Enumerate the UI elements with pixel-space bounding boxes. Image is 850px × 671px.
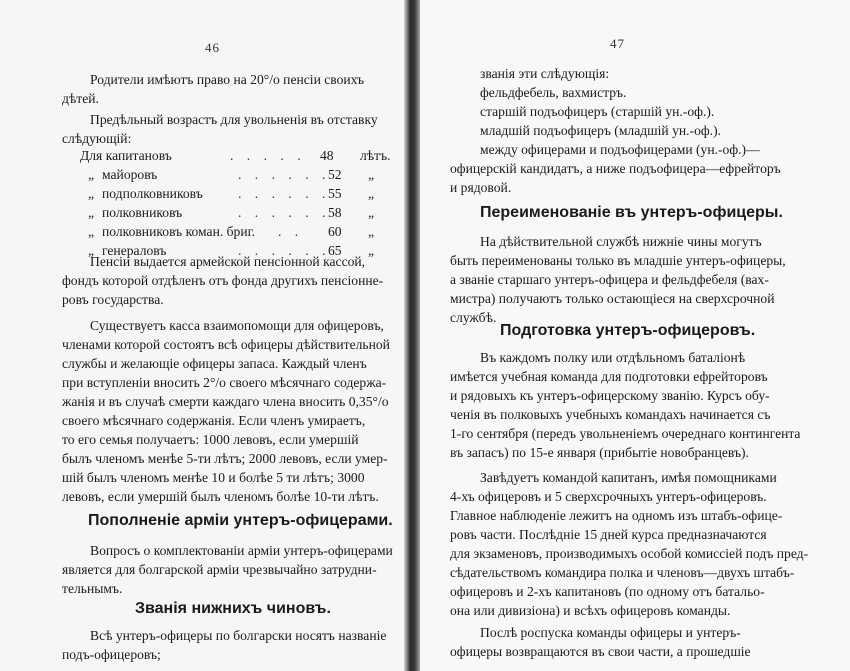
text-line: быть переименованы только въ младшiе унтеръ-офицеры, bbox=[450, 253, 786, 268]
text-line: фельдфебель, вахмистръ. bbox=[480, 85, 627, 100]
text-line: между офицерами и подъофицерами (ун.-оф.)— bbox=[480, 142, 760, 157]
text-line: Завѣдуетъ командой капитанъ, имѣя помощниками bbox=[480, 470, 777, 485]
age-unit: „ bbox=[368, 243, 375, 258]
age-value: 65 bbox=[328, 243, 342, 258]
text-line: и рядовой. bbox=[450, 180, 512, 195]
text-line: офицерскiй кандидатъ, а ниже подъофицера—ефрейторъ bbox=[450, 161, 781, 176]
text-line: левовъ, если умершiй былъ членомъ болѣе 10-ти лѣтъ. bbox=[62, 489, 379, 504]
rank-label: полковниковъ bbox=[102, 205, 183, 220]
text-line: ровъ части. Послѣднiе 15 дней курса предназначаются bbox=[450, 527, 767, 542]
text-line: своего мѣсячнаго содержанiя. Если членъ умираетъ, bbox=[62, 413, 366, 428]
rank-label: полковниковъ коман. бриг. bbox=[102, 224, 256, 239]
text-line: Главное наблюденiе лежитъ на одномъ изъ штабъ-офице- bbox=[450, 508, 783, 523]
age-table-row bbox=[88, 186, 388, 205]
age-table-row bbox=[80, 148, 391, 167]
age-value: 48 bbox=[320, 148, 334, 163]
text-line: въ запасъ) по 15-е января (прибытiе новобранцевъ). bbox=[450, 445, 749, 460]
text-line: Предѣльный возрастъ для увольненiя въ отставку bbox=[90, 112, 378, 127]
age-value: 58 bbox=[328, 205, 342, 220]
text-line: 1-го сентября (передъ увольненiемъ очереднаго контингентa bbox=[450, 426, 801, 441]
text-line: службѣ. bbox=[450, 310, 497, 325]
ditto-mark: „ bbox=[88, 224, 95, 239]
text-line: сѣдательствомъ командира полка и членовъ—двухъ штабъ- bbox=[450, 565, 795, 580]
age-table-row bbox=[88, 205, 388, 224]
section-heading: Званiя нижнихъ чиновъ. bbox=[135, 600, 331, 617]
age-table-row bbox=[88, 224, 388, 243]
text-line: мистра) получаютъ только остающiеся на сверхсрочной bbox=[450, 291, 775, 306]
age-unit: „ bbox=[368, 167, 375, 182]
text-line: фондъ которой отдѣленъ отъ фонда другихъ пенсiонне- bbox=[62, 273, 384, 288]
text-line: ровъ государства. bbox=[62, 292, 164, 307]
text-line: а званiе старшаго унтеръ-офицера и фельдфебеля (вах- bbox=[450, 272, 769, 287]
text-line: то его семья получаетъ: 1000 левовъ, если умершiй bbox=[62, 432, 359, 447]
ditto-mark: „ bbox=[88, 243, 95, 258]
text-line: ченiя въ полковыхъ учебныхъ командахъ начинается съ bbox=[450, 407, 771, 422]
leader-dots: . . . . . bbox=[230, 148, 306, 163]
ditto-mark: „ bbox=[88, 205, 95, 220]
rank-label: Для капитановъ bbox=[80, 148, 172, 163]
leader-dots: . . . . . . bbox=[238, 167, 331, 182]
text-line: Всѣ унтеръ-офицеры по болгарски носятъ названiе bbox=[90, 628, 387, 643]
text-line: жанiя и въ случаѣ смерти каждаго члена вносить 0,35°/о bbox=[62, 394, 389, 409]
text-line: былъ членомъ менѣе 5-ти лѣтъ; 2000 левовъ, если умер- bbox=[62, 451, 388, 466]
leader-dots: . . . . . . bbox=[238, 205, 331, 220]
text-line: Существуетъ касса взаимопомощи для офицеровъ, bbox=[90, 318, 384, 333]
rank-label: майоровъ bbox=[102, 167, 158, 182]
page-number-right: 47 bbox=[610, 36, 625, 51]
text-line: тельнымъ. bbox=[62, 581, 123, 596]
ditto-mark: „ bbox=[88, 167, 95, 182]
text-line: младшiй подъофицеръ (младшiй ун.-оф.). bbox=[480, 123, 721, 138]
text-line: для экзаменовъ, производимыхъ особой комиссiей подъ пред- bbox=[450, 546, 809, 561]
page-number-left: 46 bbox=[205, 40, 220, 55]
leader-dots: . . bbox=[278, 224, 304, 239]
text-line: Послѣ роспуска команды офицеры и унтеръ- bbox=[480, 625, 741, 640]
text-line: 4-хъ офицеровъ и 5 сверхсрочныхъ унтеръ-офицеровъ. bbox=[450, 489, 767, 504]
text-line: и рядовыхъ къ унтеръ-офицерскому званiю. Курсъ обу- bbox=[450, 388, 770, 403]
rank-label: подполковниковъ bbox=[102, 186, 203, 201]
section-heading: Переименованiе въ унтеръ-офицеры. bbox=[480, 204, 783, 221]
age-unit: лѣтъ. bbox=[360, 148, 391, 163]
text-line: званiя эти слѣдующiя: bbox=[480, 66, 610, 81]
text-line: Пенсiи выдается армейской пенсiонной кассой, bbox=[90, 254, 366, 269]
text-line: членами которой состоятъ всѣ офицеры дѣйствительной bbox=[62, 337, 390, 352]
age-value: 60 bbox=[328, 224, 342, 239]
text-line: подъ-офицеровъ; bbox=[62, 647, 161, 662]
text-line: слѣдующiй: bbox=[62, 131, 132, 146]
text-line: дѣтей. bbox=[62, 91, 99, 106]
right-page bbox=[420, 0, 850, 671]
ditto-mark: „ bbox=[88, 186, 95, 201]
text-line: старшiй подъофицеръ (старшiй ун.-оф.). bbox=[480, 104, 715, 119]
section-heading: Подготовка унтеръ-офицеровъ. bbox=[500, 322, 756, 339]
age-value: 55 bbox=[328, 186, 342, 201]
rank-label: генераловъ bbox=[102, 243, 167, 258]
text-line: является для болгарской армiи чрезвычайно затрудни- bbox=[62, 562, 377, 577]
text-line: На дѣйствительной службѣ нижнiе чины могутъ bbox=[480, 234, 762, 249]
age-unit: „ bbox=[368, 205, 375, 220]
text-line: службы и желающiе офицеры запаса. Каждый членъ bbox=[62, 356, 367, 371]
text-line: Родители имѣютъ право на 20°/о пенсiи своихъ bbox=[90, 72, 364, 87]
text-line: офицеровъ и 2-хъ капитановъ (по одному отъ батальо- bbox=[450, 584, 765, 599]
text-line: она или дивизiона) и всѣхъ офицеровъ команды. bbox=[450, 603, 731, 618]
left-page bbox=[0, 0, 410, 671]
age-value: 52 bbox=[328, 167, 342, 182]
text-line: шiй былъ членомъ менѣе 10 и болѣе 5 ти лѣтъ; 3000 bbox=[62, 470, 365, 485]
age-unit: „ bbox=[368, 224, 375, 239]
age-unit: „ bbox=[368, 186, 375, 201]
text-line: имѣется учебная команда для подготовки ефрейторовъ bbox=[450, 369, 768, 384]
text-line: Вопросъ о комплектованiи армiи унтеръ-офицерами bbox=[90, 543, 393, 558]
leader-dots: . . . . . . bbox=[238, 243, 331, 258]
text-line: офицеры возвращаются въ свои части, а прошедшiе bbox=[450, 644, 751, 659]
text-line: Въ каждомъ полку или отдѣльномъ баталiонѣ bbox=[480, 350, 746, 365]
age-table-row bbox=[88, 167, 388, 186]
text-line: при вступленiи вносить 2°/о своего мѣсячнаго содержа- bbox=[62, 375, 387, 390]
section-heading: Пополненiе армiи унтеръ-офицерами. bbox=[88, 512, 393, 529]
leader-dots: . . . . . . bbox=[238, 186, 331, 201]
